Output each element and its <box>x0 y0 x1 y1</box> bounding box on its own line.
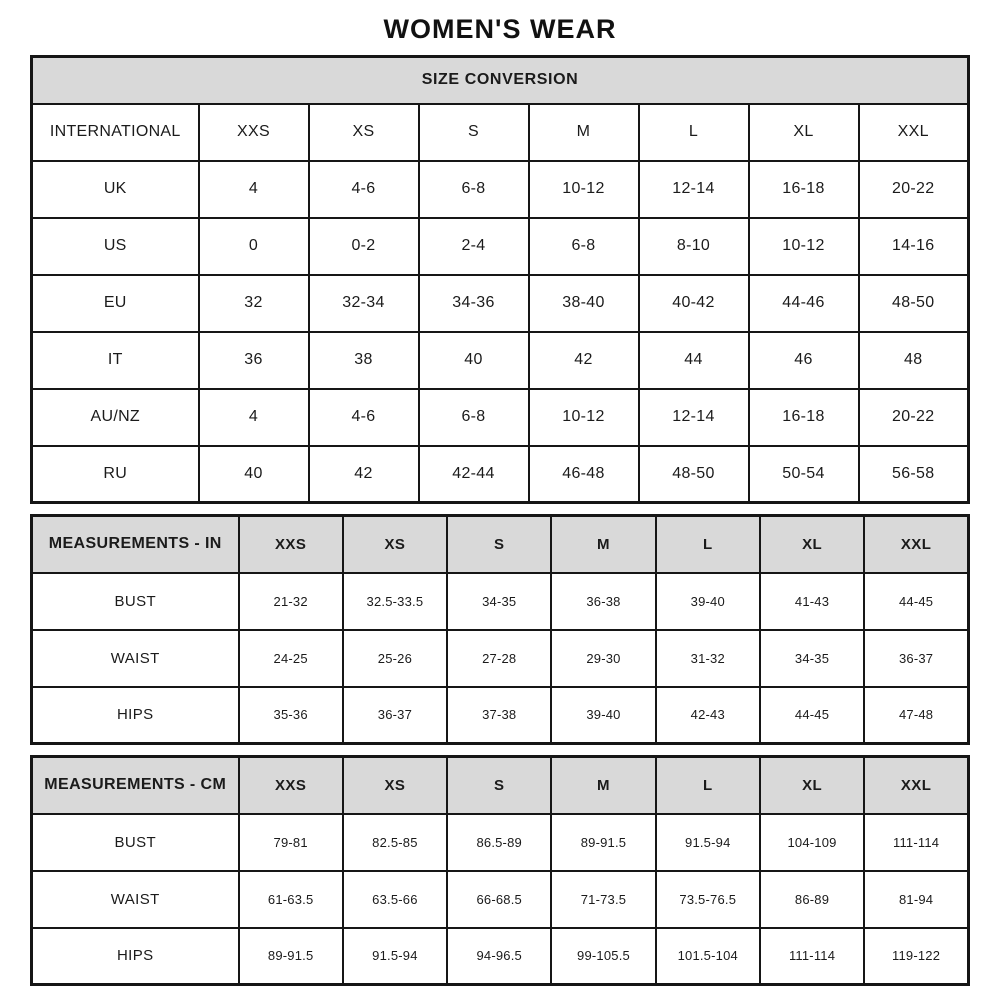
measurements-in-table <box>30 514 970 745</box>
column-header-cell: L <box>656 516 760 573</box>
value-cell: 42 <box>309 446 419 503</box>
value-cell: 44 <box>639 332 749 389</box>
value-cell: 14-16 <box>859 218 969 275</box>
column-header-cell: XL <box>760 757 864 814</box>
value-cell: 82.5-85 <box>343 814 447 871</box>
value-cell: 79-81 <box>239 814 343 871</box>
value-cell: 25-26 <box>343 630 447 687</box>
measurements-cm-table <box>30 755 970 986</box>
value-cell: 111-114 <box>760 928 864 985</box>
value-cell: 4 <box>199 161 309 218</box>
measurements-in-table-body <box>32 516 969 744</box>
column-header-cell: XXL <box>864 516 968 573</box>
measurements-cm-table-body <box>32 757 969 985</box>
value-cell: 0-2 <box>309 218 419 275</box>
value-cell: 44-45 <box>760 687 864 744</box>
value-cell: 31-32 <box>656 630 760 687</box>
row-label-cell: INTERNATIONAL <box>32 104 199 161</box>
value-cell: 8-10 <box>639 218 749 275</box>
row-label-cell: HIPS <box>32 928 239 985</box>
value-cell: 36-37 <box>343 687 447 744</box>
value-cell: 44-46 <box>749 275 859 332</box>
row-label-cell: IT <box>32 332 199 389</box>
value-cell: 38 <box>309 332 419 389</box>
value-cell: 34-36 <box>419 275 529 332</box>
value-cell: 4-6 <box>309 161 419 218</box>
value-cell: 20-22 <box>859 161 969 218</box>
column-header-row <box>32 757 969 814</box>
value-cell: 12-14 <box>639 161 749 218</box>
value-cell: 42-43 <box>656 687 760 744</box>
value-cell: 111-114 <box>864 814 968 871</box>
table-title-cell: SIZE CONVERSION <box>32 57 969 104</box>
size-conversion-table-body <box>32 57 969 503</box>
value-cell: 36-37 <box>864 630 968 687</box>
table-row <box>32 275 969 332</box>
column-header-cell: L <box>656 757 760 814</box>
row-label-cell: BUST <box>32 814 239 871</box>
value-cell: 119-122 <box>864 928 968 985</box>
value-cell: 94-96.5 <box>447 928 551 985</box>
value-cell: 4 <box>199 389 309 446</box>
table-row <box>32 389 969 446</box>
value-cell: 41-43 <box>760 573 864 630</box>
value-cell: 10-12 <box>749 218 859 275</box>
table-row <box>32 573 969 630</box>
value-cell: 71-73.5 <box>551 871 655 928</box>
column-header-row <box>32 516 969 573</box>
value-cell: 40-42 <box>639 275 749 332</box>
value-cell: 89-91.5 <box>239 928 343 985</box>
value-cell: 36 <box>199 332 309 389</box>
table-row <box>32 871 969 928</box>
size-conversion-table <box>30 55 970 504</box>
column-header-cell: XS <box>343 757 447 814</box>
value-cell: 42 <box>529 332 639 389</box>
value-cell: 47-48 <box>864 687 968 744</box>
value-cell: 104-109 <box>760 814 864 871</box>
column-header-cell: M <box>551 757 655 814</box>
value-cell: 61-63.5 <box>239 871 343 928</box>
column-header-cell: XL <box>760 516 864 573</box>
value-cell: 16-18 <box>749 161 859 218</box>
column-header-cell: XXL <box>864 757 968 814</box>
table-row <box>32 687 969 744</box>
row-label-cell: WAIST <box>32 871 239 928</box>
column-header-cell: XXS <box>239 757 343 814</box>
value-cell: 6-8 <box>419 161 529 218</box>
value-cell: 35-36 <box>239 687 343 744</box>
column-header-cell: XS <box>343 516 447 573</box>
value-cell: 16-18 <box>749 389 859 446</box>
column-header-cell: S <box>419 104 529 161</box>
value-cell: 24-25 <box>239 630 343 687</box>
value-cell: 34-35 <box>447 573 551 630</box>
value-cell: 48-50 <box>639 446 749 503</box>
row-label-cell: US <box>32 218 199 275</box>
value-cell: 101.5-104 <box>656 928 760 985</box>
column-header-cell: S <box>447 516 551 573</box>
row-label-cell: WAIST <box>32 630 239 687</box>
value-cell: 91.5-94 <box>656 814 760 871</box>
value-cell: 0 <box>199 218 309 275</box>
value-cell: 6-8 <box>529 218 639 275</box>
value-cell: 46 <box>749 332 859 389</box>
value-cell: 37-38 <box>447 687 551 744</box>
column-header-cell: XXS <box>239 516 343 573</box>
column-header-cell: XS <box>309 104 419 161</box>
table-row <box>32 630 969 687</box>
page-title: WOMEN'S WEAR <box>383 14 617 44</box>
value-cell: 42-44 <box>419 446 529 503</box>
value-cell: 50-54 <box>749 446 859 503</box>
value-cell: 36-38 <box>551 573 655 630</box>
column-header-cell: XL <box>749 104 859 161</box>
column-header-cell: L <box>639 104 749 161</box>
value-cell: 21-32 <box>239 573 343 630</box>
value-cell: 81-94 <box>864 871 968 928</box>
column-header-cell: S <box>447 757 551 814</box>
value-cell: 20-22 <box>859 389 969 446</box>
value-cell: 29-30 <box>551 630 655 687</box>
table-row <box>32 814 969 871</box>
value-cell: 32.5-33.5 <box>343 573 447 630</box>
value-cell: 40 <box>419 332 529 389</box>
value-cell: 86-89 <box>760 871 864 928</box>
column-header-cell: XXS <box>199 104 309 161</box>
value-cell: 32-34 <box>309 275 419 332</box>
row-label-cell: UK <box>32 161 199 218</box>
row-label-cell: RU <box>32 446 199 503</box>
value-cell: 27-28 <box>447 630 551 687</box>
table-row <box>32 218 969 275</box>
value-cell: 63.5-66 <box>343 871 447 928</box>
table-row <box>32 928 969 985</box>
value-cell: 91.5-94 <box>343 928 447 985</box>
value-cell: 48 <box>859 332 969 389</box>
value-cell: 10-12 <box>529 161 639 218</box>
value-cell: 6-8 <box>419 389 529 446</box>
column-header-cell: M <box>551 516 655 573</box>
column-header-cell: M <box>529 104 639 161</box>
value-cell: 2-4 <box>419 218 529 275</box>
table-title-row <box>32 57 969 104</box>
value-cell: 48-50 <box>859 275 969 332</box>
value-cell: 46-48 <box>529 446 639 503</box>
value-cell: 4-6 <box>309 389 419 446</box>
value-cell: 99-105.5 <box>551 928 655 985</box>
row-label-cell: AU/NZ <box>32 389 199 446</box>
value-cell: 73.5-76.5 <box>656 871 760 928</box>
value-cell: 38-40 <box>529 275 639 332</box>
value-cell: 56-58 <box>859 446 969 503</box>
value-cell: 39-40 <box>551 687 655 744</box>
table-row <box>32 161 969 218</box>
value-cell: 40 <box>199 446 309 503</box>
row-label-cell: HIPS <box>32 687 239 744</box>
value-cell: 44-45 <box>864 573 968 630</box>
column-header-cell: XXL <box>859 104 969 161</box>
value-cell: 66-68.5 <box>447 871 551 928</box>
value-cell: 86.5-89 <box>447 814 551 871</box>
column-header-row <box>32 104 969 161</box>
value-cell: 39-40 <box>656 573 760 630</box>
table-row <box>32 332 969 389</box>
value-cell: 34-35 <box>760 630 864 687</box>
table-title-cell: MEASUREMENTS - IN <box>32 516 239 573</box>
value-cell: 89-91.5 <box>551 814 655 871</box>
row-label-cell: EU <box>32 275 199 332</box>
table-title-cell: MEASUREMENTS - CM <box>32 757 239 814</box>
row-label-cell: BUST <box>32 573 239 630</box>
value-cell: 10-12 <box>529 389 639 446</box>
table-row <box>32 446 969 503</box>
value-cell: 12-14 <box>639 389 749 446</box>
value-cell: 32 <box>199 275 309 332</box>
